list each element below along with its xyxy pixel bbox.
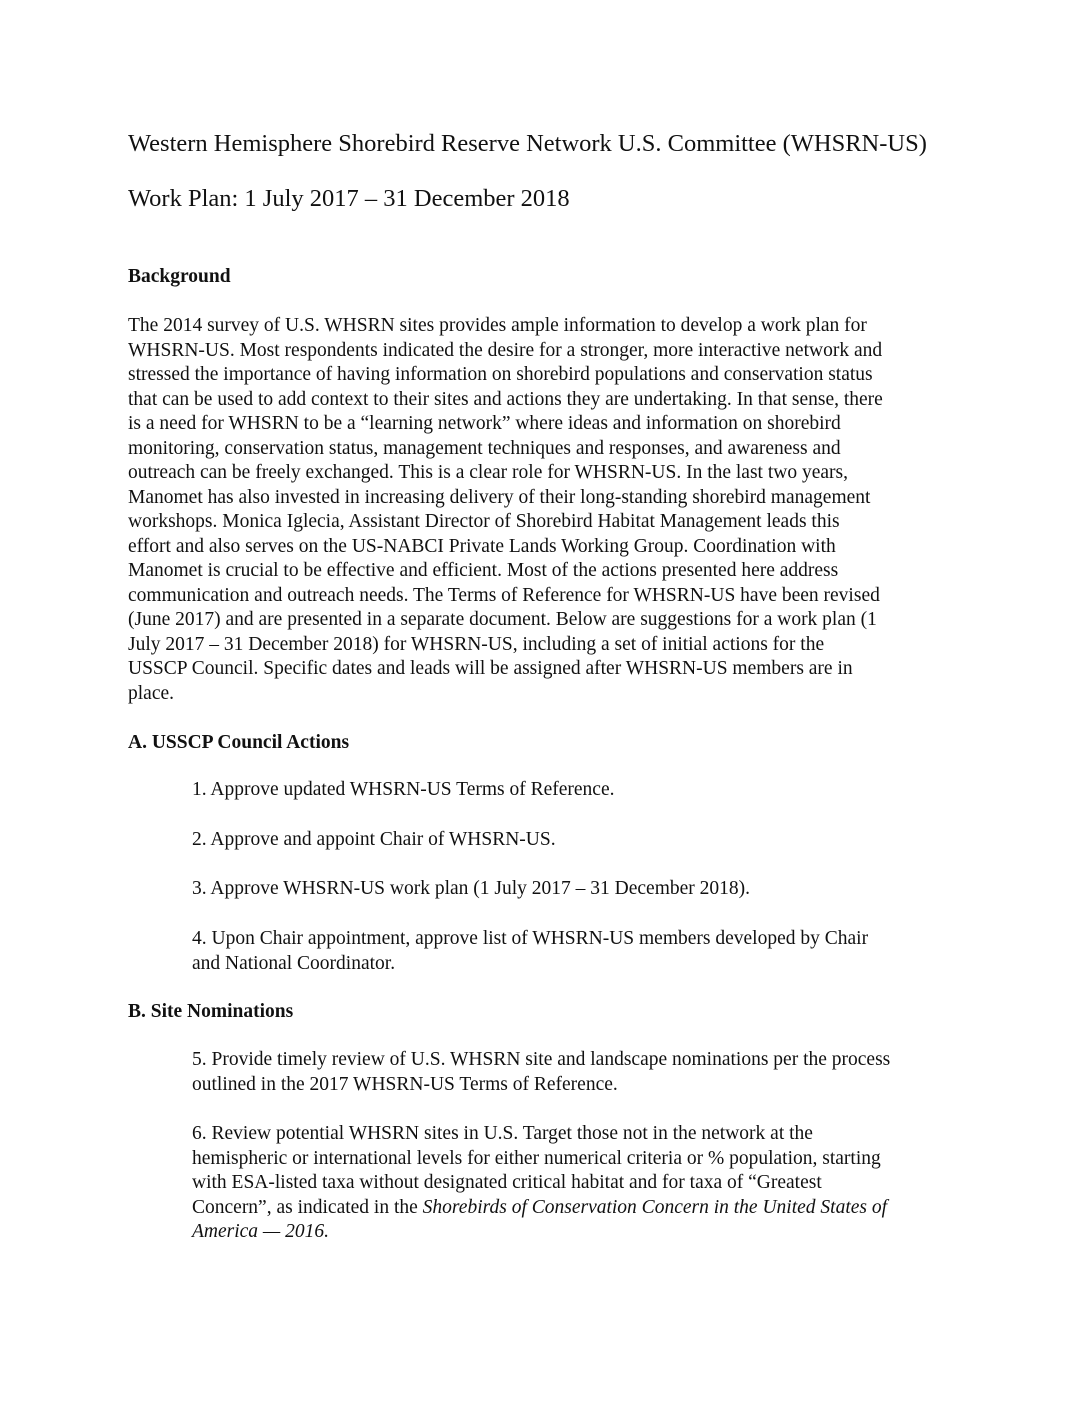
publication-title: America — 2016. (192, 1221, 330, 1242)
background-line: is a need for WHSRN to be a “learning network” where ideas and information on shorebird (128, 413, 841, 434)
background-line: Manomet is crucial to be effective and efficient. Most of the actions presented here address (128, 560, 839, 581)
background-line: USSCP Council. Specific dates and leads will be assigned after WHSRN-US members are in (128, 658, 853, 679)
action-item-text: 6. Review potential WHSRN sites in U.S. Target those not in the network at the (192, 1123, 813, 1144)
action-item-6 (192, 1122, 972, 1245)
action-item-text: 4. Upon Chair appointment, approve list of WHSRN-US members developed by Chair (192, 928, 869, 949)
document-subtitle: Work Plan: 1 July 2017 – 31 December 2018 (128, 185, 570, 212)
action-item-4 (192, 927, 972, 976)
background-line: stressed the importance of having information on shorebird populations and conservation status (128, 364, 873, 385)
publication-title: Shorebirds of Conservation Concern in the United States of (422, 1196, 888, 1218)
background-line: effort and also serves on the US-NABCI Private Lands Working Group. Coordination with (128, 535, 836, 557)
background-line: place. (128, 682, 175, 704)
section-a-heading: A. USSCP Council Actions (128, 732, 350, 753)
background-line: WHSRN-US. Most respondents indicated the desire for a stronger, more interactive network and (128, 339, 883, 361)
background-paragraph (128, 314, 958, 706)
action-item-text: 1. Approve updated WHSRN-US Terms of Reference. (192, 779, 615, 800)
action-item-text: 2. Approve and appoint Chair of WHSRN-US. (192, 829, 556, 850)
action-item-text (192, 1196, 972, 1221)
action-item-text: 5. Provide timely review of U.S. WHSRN site and landscape nominations per the process (192, 1049, 891, 1070)
action-item-text: hemispheric or international levels for either numerical criteria or % population, starting (192, 1147, 881, 1169)
background-line: (June 2017) and are presented in a separate document. Below are suggestions for a work plan (1 (128, 609, 877, 630)
action-item-text-prefix: Concern”, as indicated in the (192, 1196, 423, 1218)
action-item-3 (192, 877, 972, 902)
background-line: monitoring, conservation status, management techniques and responses, and awareness and (128, 437, 841, 459)
background-line: July 2017 – 31 December 2018) for WHSRN-US, including a set of initial actions for the (128, 633, 825, 655)
section-b-heading: B. Site Nominations (128, 1001, 294, 1022)
background-line: The 2014 survey of U.S. WHSRN sites provides ample information to develop a work plan for (128, 315, 867, 336)
background-line: that can be used to add context to their sites and actions they are undertaking. In that sense, there (128, 388, 883, 410)
background-line: workshops. Monica Iglecia, Assistant Director of Shorebird Habitat Management leads this (128, 511, 840, 532)
action-item-5 (192, 1048, 972, 1097)
document-title: Western Hemisphere Shorebird Reserve Network U.S. Committee (WHSRN-US) (128, 130, 927, 157)
background-line: outreach can be freely exchanged. This is a clear role for WHSRN-US. In the last two years, (128, 462, 848, 483)
action-item-text: outlined in the 2017 WHSRN-US Terms of Reference. (192, 1073, 618, 1095)
background-heading: Background (128, 266, 231, 287)
action-item-text: with ESA-listed taxa without designated critical habitat and for taxa of “Greatest (192, 1172, 822, 1193)
background-line: communication and outreach needs. The Terms of Reference for WHSRN-US have been revised (128, 584, 880, 606)
action-item-text: and National Coordinator. (192, 952, 396, 974)
background-line: Manomet has also invested in increasing delivery of their long-standing shorebird management (128, 486, 871, 508)
action-item-1 (192, 778, 972, 803)
action-item-2 (192, 828, 972, 853)
action-item-text: 3. Approve WHSRN-US work plan (1 July 2017 – 31 December 2018). (192, 878, 751, 899)
